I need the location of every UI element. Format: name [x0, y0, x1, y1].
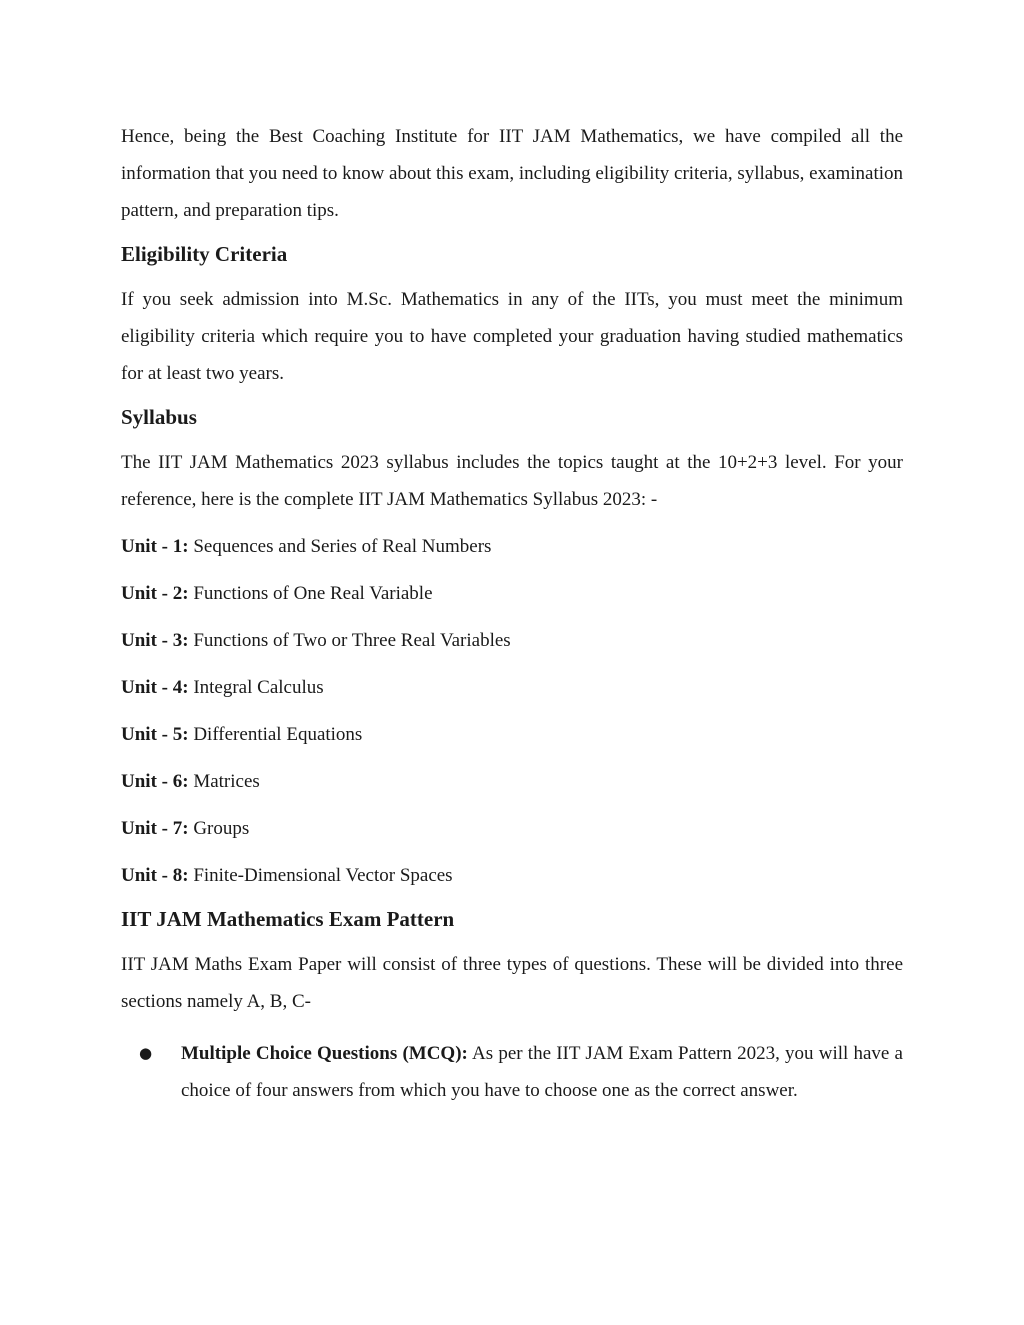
unit-item	[121, 528, 903, 565]
unit-item	[121, 669, 903, 706]
unit-label: Unit - 5:	[121, 724, 189, 745]
syllabus-paragraph: The IIT JAM Mathematics 2023 syllabus includes the topics taught at the 10+2+3 level. For your reference, here is the complete IIT JAM Mathematics Syllabus 2023: -	[121, 452, 903, 510]
unit-label: Unit - 7:	[121, 818, 189, 839]
unit-item	[121, 716, 903, 753]
unit-topic: Integral Calculus	[193, 677, 324, 698]
eligibility-paragraph: If you seek admission into M.Sc. Mathematics in any of the IITs, you must meet the minimum eligibility criteria which require you to have completed your graduation having studied mathematics for at least two years.	[121, 289, 903, 384]
unit-item	[121, 857, 903, 894]
unit-topic: Groups	[193, 818, 250, 839]
unit-label: Unit - 2:	[121, 583, 189, 604]
question-type-text: As per the IIT JAM Exam Pattern 2023, you will have a choice of four answers from which you have to choose one as the correct answer.	[181, 1043, 903, 1101]
unit-label: Unit - 4:	[121, 677, 189, 698]
unit-label: Unit - 3:	[121, 630, 189, 651]
unit-item	[121, 622, 903, 659]
unit-item	[121, 575, 903, 612]
unit-topic: Sequences and Series of Real Numbers	[193, 536, 492, 557]
unit-label: Unit - 8:	[121, 865, 189, 886]
eligibility-heading: Eligibility Criteria	[121, 242, 288, 266]
list-item	[121, 1035, 903, 1109]
unit-label: Unit - 1:	[121, 536, 189, 557]
exam-pattern-paragraph: IIT JAM Maths Exam Paper will consist of three types of questions. These will be divided into three sections namely A, B, C-	[121, 954, 903, 1012]
exam-pattern-heading: IIT JAM Mathematics Exam Pattern	[121, 907, 455, 931]
question-type-list	[121, 1035, 903, 1109]
unit-topic: Functions of Two or Three Real Variables	[193, 630, 511, 651]
document-page	[121, 118, 903, 1109]
unit-topic: Finite-Dimensional Vector Spaces	[193, 865, 453, 886]
bullet-icon: ●	[139, 1044, 153, 1062]
syllabus-heading: Syllabus	[121, 405, 197, 429]
unit-label: Unit - 6:	[121, 771, 189, 792]
unit-item	[121, 810, 903, 847]
question-type-label: Multiple Choice Questions (MCQ):	[181, 1043, 468, 1064]
intro-paragraph: Hence, being the Best Coaching Institute for IIT JAM Mathematics, we have compiled all the information that you need to know about this exam, including eligibility criteria, syllabus, examination pattern, and preparation tips.	[121, 126, 904, 221]
unit-topic: Functions of One Real Variable	[193, 583, 433, 604]
unit-item	[121, 763, 903, 800]
unit-topic: Matrices	[193, 771, 260, 792]
unit-topic: Differential Equations	[193, 724, 363, 745]
unit-list	[121, 528, 903, 894]
